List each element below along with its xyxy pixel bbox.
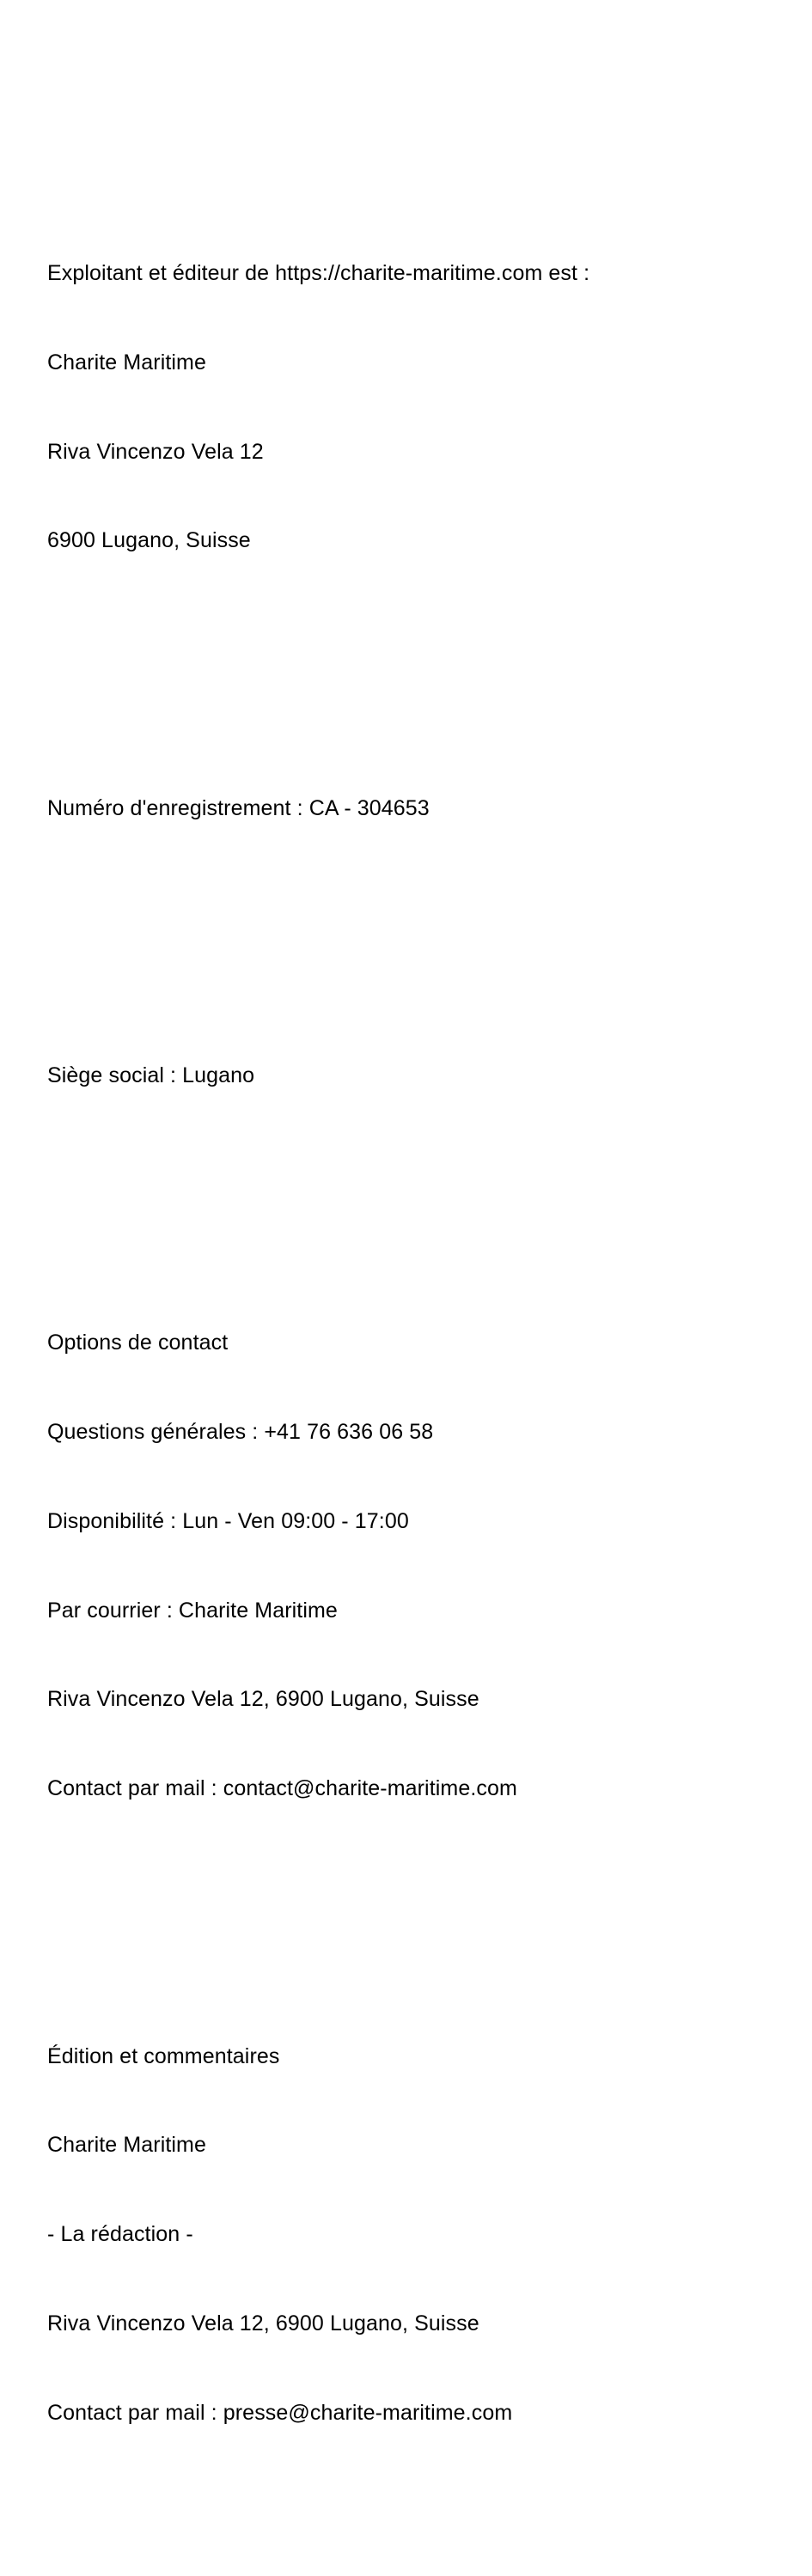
editorial-address-line: Riva Vincenzo Vela 12, 6900 Lugano, Suisse bbox=[47, 2311, 479, 2335]
contact-options-block bbox=[47, 1269, 778, 1863]
operator-intro-line: Exploitant et éditeur de https://charite-maritime.com est : bbox=[47, 260, 590, 285]
operator-city-line: 6900 Lugano, Suisse bbox=[47, 528, 251, 553]
editorial-heading: Édition et commentaires bbox=[47, 2043, 280, 2068]
contact-hours-line: Disponibilité : Lun - Ven 09:00 - 17:00 bbox=[47, 1508, 409, 1533]
editorial-team-line: - La rédaction - bbox=[47, 2222, 193, 2247]
contact-options-heading: Options de contact bbox=[47, 1331, 229, 1355]
editorial-block bbox=[47, 1982, 778, 2487]
contact-postal-name-line: Par courrier : Charite Maritime bbox=[47, 1598, 338, 1623]
editorial-company-name: Charite Maritime bbox=[47, 2133, 206, 2158]
contact-postal-address-line: Riva Vincenzo Vela 12, 6900 Lugano, Suisse bbox=[47, 1687, 479, 1712]
head-office-block bbox=[47, 1002, 778, 1150]
registration-block bbox=[47, 734, 778, 882]
registration-number-line: Numéro d'enregistrement : CA - 304653 bbox=[47, 795, 430, 820]
head-office-line: Siège social : Lugano bbox=[47, 1063, 255, 1087]
operator-block bbox=[47, 199, 778, 615]
operator-company-name: Charite Maritime bbox=[47, 350, 206, 375]
operator-street-address: Riva Vincenzo Vela 12 bbox=[47, 439, 264, 464]
editorial-email-line: Contact par mail : presse@charite-maritime.com bbox=[47, 2400, 513, 2425]
imprint-text bbox=[47, 110, 778, 2576]
contact-email-line: Contact par mail : contact@charite-maritime.com bbox=[47, 1776, 517, 1801]
contact-phone-line: Questions générales : +41 76 636 06 58 bbox=[47, 1420, 434, 1445]
